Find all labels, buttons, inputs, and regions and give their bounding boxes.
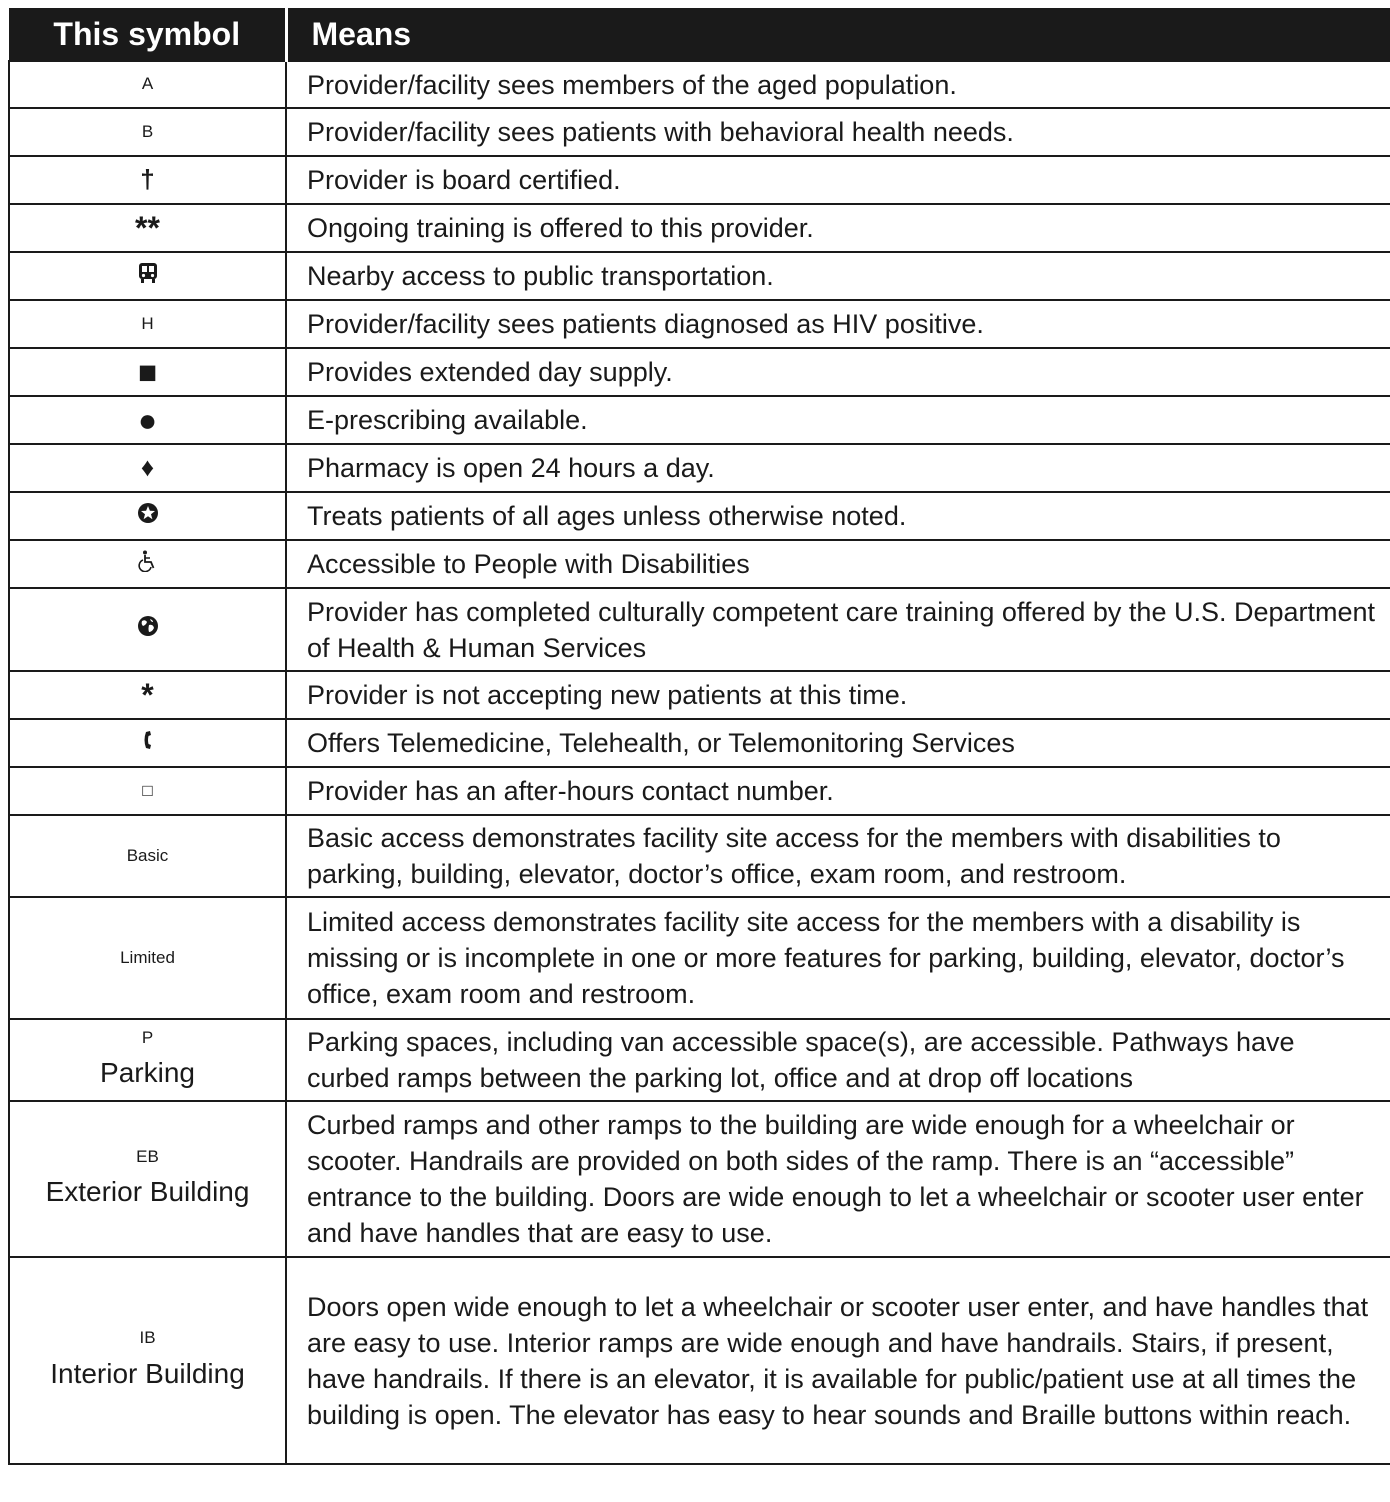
header-means: Means bbox=[286, 8, 1390, 61]
table-row bbox=[9, 444, 1390, 492]
symbol-cell bbox=[9, 492, 286, 540]
dagger-symbol: † bbox=[140, 164, 155, 195]
symbol-subtitle: Parking bbox=[100, 1057, 195, 1089]
table-row bbox=[9, 1257, 1390, 1464]
symbol-code: Basic bbox=[126, 845, 169, 865]
symbol-cell bbox=[9, 61, 286, 108]
meaning-cell: Provider/facility sees patients with behavioral health needs. bbox=[286, 108, 1390, 156]
symbol-cell bbox=[9, 252, 286, 300]
empty-square-symbol: □ bbox=[142, 780, 153, 800]
table-row bbox=[9, 1019, 1390, 1101]
meaning-cell: Provider has completed culturally competent care training offered by the U.S. Department of Health & Human Services bbox=[286, 588, 1390, 671]
table-row bbox=[9, 108, 1390, 156]
symbol-code: IB bbox=[139, 1328, 156, 1348]
table-row bbox=[9, 588, 1390, 671]
phone-icon bbox=[141, 729, 155, 758]
table-row bbox=[9, 252, 1390, 300]
symbol-cell bbox=[9, 348, 286, 396]
filled-circle-symbol: ● bbox=[137, 402, 158, 438]
meaning-cell: Treats patients of all ages unless otherwise noted. bbox=[286, 492, 1390, 540]
table-row bbox=[9, 767, 1390, 815]
table-row bbox=[9, 897, 1390, 1019]
meaning-cell: Parking spaces, including van accessible space(s), are accessible. Pathways have curbed ramps between the parking lot, office and at drop off locations bbox=[286, 1019, 1390, 1101]
meaning-cell: Ongoing training is offered to this provider. bbox=[286, 204, 1390, 252]
meaning-cell: Provider/facility sees members of the aged population. bbox=[286, 61, 1390, 108]
table-row bbox=[9, 156, 1390, 204]
symbol-cell bbox=[9, 444, 286, 492]
double-asterisk-symbol: ** bbox=[135, 210, 160, 246]
meaning-cell: Accessible to People with Disabilities bbox=[286, 540, 1390, 588]
symbol-code: H bbox=[141, 313, 154, 333]
table-row bbox=[9, 348, 1390, 396]
table-row bbox=[9, 1101, 1390, 1257]
table-row bbox=[9, 719, 1390, 767]
meaning-cell: E-prescribing available. bbox=[286, 396, 1390, 444]
meaning-cell: Curbed ramps and other ramps to the building are wide enough for a wheelchair or scooter. Handrails are provided on both sides of the ramp. There is an “accessible” entrance to the building. Doors are wide enough to let a wheelchair or scooter user enter and have handles that are easy to use. bbox=[286, 1101, 1390, 1257]
filled-square-symbol: ■ bbox=[137, 354, 158, 390]
meaning-cell: Limited access demonstrates facility site access for the members with a disability is missing or is incomplete in one or more features for parking, building, elevator, doctor’s office, exam room and restroom. bbox=[286, 897, 1390, 1019]
symbol-cell bbox=[9, 300, 286, 348]
meaning-cell: Provider has an after-hours contact number. bbox=[286, 767, 1390, 815]
header-this-symbol: This symbol bbox=[9, 8, 286, 61]
symbol-cell bbox=[9, 156, 286, 204]
table-header-row bbox=[9, 8, 1390, 61]
symbol-cell bbox=[9, 897, 286, 1019]
symbol-cell bbox=[9, 1257, 286, 1464]
globe-icon bbox=[137, 615, 159, 644]
meaning-cell: Nearby access to public transportation. bbox=[286, 252, 1390, 300]
meaning-cell: Pharmacy is open 24 hours a day. bbox=[286, 444, 1390, 492]
symbol-code: P bbox=[141, 1027, 154, 1047]
meaning-cell: Basic access demonstrates facility site access for the members with disabilities to parking, building, elevator, doctor’s office, exam room, and restroom. bbox=[286, 815, 1390, 897]
symbol-code: B bbox=[141, 121, 154, 141]
symbol-cell bbox=[9, 108, 286, 156]
meaning-cell: Offers Telemedicine, Telehealth, or Telemonitoring Services bbox=[286, 719, 1390, 767]
diamond-symbol: ♦ bbox=[140, 452, 155, 483]
meaning-cell: Doors open wide enough to let a wheelchair or scooter user enter, and have handles that are easy to use. Interior ramps are wide enough and have handrails. Stairs, if present, have handrails. If there is an elevator, it is available for public/patient use at all times the building is open. The elevator has easy to hear sounds and Braille buttons within reach. bbox=[286, 1257, 1390, 1464]
table-row bbox=[9, 300, 1390, 348]
wheelchair-icon bbox=[138, 550, 158, 579]
symbol-cell bbox=[9, 671, 286, 719]
table-row bbox=[9, 204, 1390, 252]
symbol-subtitle: Interior Building bbox=[50, 1357, 245, 1389]
symbol-cell bbox=[9, 1019, 286, 1101]
symbol-code: Limited bbox=[120, 947, 175, 967]
star-circle-icon bbox=[137, 502, 159, 531]
meaning-cell: Provider is not accepting new patients at this time. bbox=[286, 671, 1390, 719]
table-row bbox=[9, 396, 1390, 444]
table-row bbox=[9, 671, 1390, 719]
meaning-cell: Provider/facility sees patients diagnosed as HIV positive. bbox=[286, 300, 1390, 348]
symbol-cell bbox=[9, 204, 286, 252]
meaning-cell: Provides extended day supply. bbox=[286, 348, 1390, 396]
table-row bbox=[9, 61, 1390, 108]
table-row bbox=[9, 492, 1390, 540]
symbol-cell bbox=[9, 815, 286, 897]
meaning-cell: Provider is board certified. bbox=[286, 156, 1390, 204]
table-row bbox=[9, 815, 1390, 897]
symbol-code: A bbox=[141, 74, 154, 94]
symbol-cell bbox=[9, 767, 286, 815]
symbol-cell bbox=[9, 588, 286, 671]
symbol-cell bbox=[9, 540, 286, 588]
table-row bbox=[9, 540, 1390, 588]
symbol-cell bbox=[9, 396, 286, 444]
symbol-legend-table bbox=[8, 8, 1390, 1465]
symbol-subtitle: Exterior Building bbox=[45, 1176, 250, 1208]
asterisk-symbol: * bbox=[141, 677, 154, 713]
symbol-cell bbox=[9, 719, 286, 767]
bus-icon bbox=[138, 262, 158, 291]
symbol-code: EB bbox=[136, 1146, 159, 1166]
symbol-cell bbox=[9, 1101, 286, 1257]
